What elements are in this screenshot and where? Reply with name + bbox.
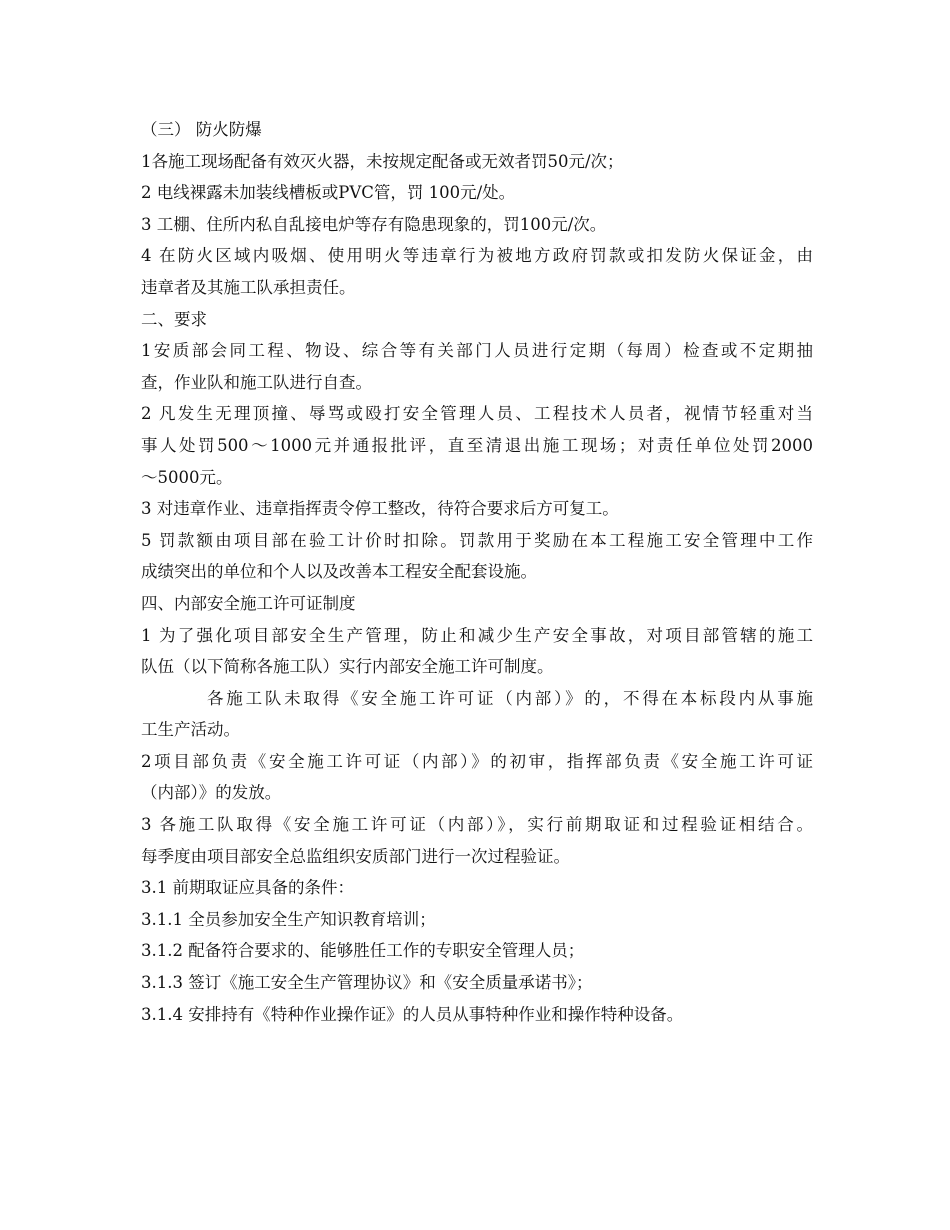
document-body [141,114,813,1030]
paragraph-line: 3 对违章作业、违章指挥责令停工整改，待符合要求后方可复工。 [141,499,619,519]
paragraph-line: 1安质部会同工程、物设、综合等有关部门人员进行定期（每周）检查或不定期抽 [141,341,813,361]
list-item: 3.1.1 全员参加安全生产知识教育培训； [141,909,436,929]
paragraph-line: 工生产活动。 [141,720,240,740]
list-item: 3.1.2 配备符合要求的、能够胜任工作的专职安全管理人员； [141,941,585,961]
paragraph-line: 1 为了强化项目部安全生产管理，防止和减少生产安全事故，对项目部管辖的施工 [141,625,813,645]
paragraph-line: 查，作业队和施工队进行自查。 [141,372,372,392]
paragraph-line: 3 工棚、住所内私自乱接电炉等存有隐患现象的，罚100元/次。 [141,214,607,234]
paragraph-line: 事人处罚500～1000元并通报批评，直至清退出施工现场；对责任单位处罚2000 [141,435,813,455]
subsection-heading: 3.1 前期取证应具备的条件： [141,878,354,898]
paragraph-line: 成绩突出的单位和个人以及改善本工程安全配套设施。 [141,562,537,582]
paragraph-line: （内部）》的发放。 [141,783,282,803]
list-item: 3.1.3 签订《施工安全生产管理协议》和《安全质量承诺书》； [141,973,593,993]
paragraph-line: 每季度由项目部安全总监组织安质部门进行一次过程验证。 [141,846,570,866]
section-heading-fire-prevention: （三） 防火防爆 [141,120,262,139]
paragraph-line: 2项目部负责《安全施工许可证（内部）》的初审，指挥部负责《安全施工许可证 [141,751,813,771]
section-heading-requirements: 二、要求 [141,309,207,329]
paragraph-line: 各施工队未取得《安全施工许可证（内部）》的，不得在本标段内从事施 [207,688,813,708]
paragraph-line: 1各施工现场配备有效灭火器，未按规定配备或无效者罚50元/次； [141,151,624,171]
paragraph-line: 5 罚款额由项目部在验工计价时扣除。罚款用于奖励在本工程施工安全管理中工作 [141,530,813,550]
paragraph-line: 违章者及其施工队承担责任。 [141,277,356,297]
paragraph-line: 队伍（以下简称各施工队）实行内部安全施工许可制度。 [141,657,554,677]
paragraph-line: 2 凡发生无理顶撞、辱骂或殴打安全管理人员、工程技术人员者，视情节轻重对当 [141,404,813,424]
paragraph-line: 2 电线裸露未加装线槽板或PVC管，罚 100元/处。 [141,183,516,203]
list-item: 3.1.4 安排持有《特种作业操作证》的人员从事特种作业和操作特种设备。 [141,1004,684,1024]
paragraph-line: 3 各施工队取得《安全施工许可证（内部）》，实行前期取证和过程验证相结合。 [141,815,813,835]
section-heading-internal-permit: 四、内部安全施工许可证制度 [141,593,356,613]
paragraph-line: ～5000元。 [141,467,233,487]
paragraph-line: 4 在防火区域内吸烟、使用明火等违章行为被地方政府罚款或扣发防火保证金，由 [141,246,813,266]
